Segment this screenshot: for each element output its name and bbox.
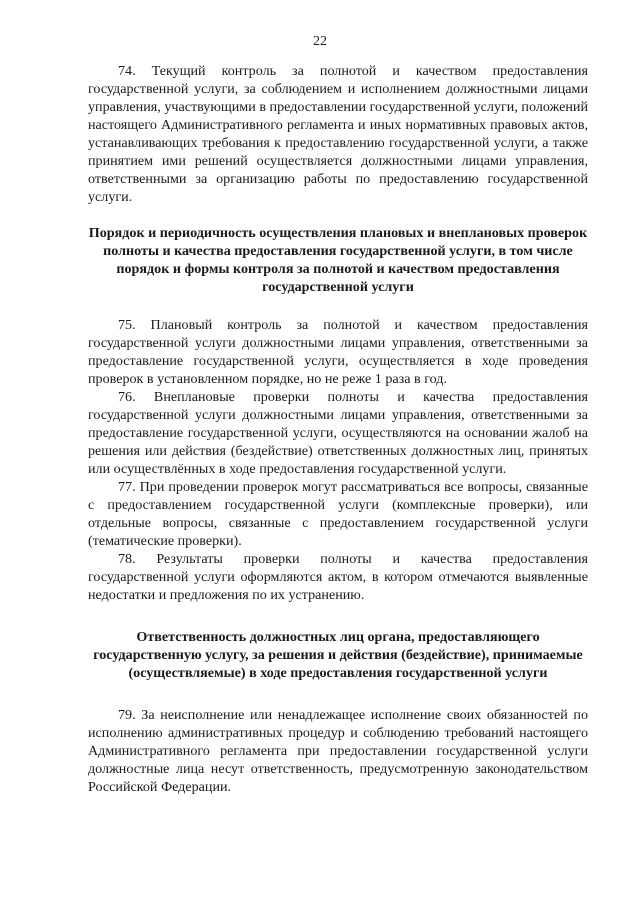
paragraph-78: 78. Результаты проверки полноты и качества предоставления государственной услуги оформляются актом, в котором отмечаются выявленные недостатки и предложения по их устранению.	[88, 551, 588, 603]
paragraph-76: 76. Внеплановые проверки полноты и качества предоставления государственной услуги должностными лицами управления, ответственными за предоставление государственной услуги, осуществляются на основании жалоб на решения или действия (бездействие) ответственных должностных лиц, принятых или осуществлённых в ходе предоставления государственной услуги.	[88, 389, 588, 477]
paragraph-75: 75. Плановый контроль за полнотой и качеством предоставления государственной услуги должностными лицами управления, ответственными за предоставление государственной услуги, осуществляется в ходе проведения проверок в установленном порядке, но не реже 1 раза в год.	[88, 317, 588, 387]
paragraph-77: 77. При проведении проверок могут рассматриваться все вопросы, связанные с предоставлением государственной услуги (комплексные проверки), или отдельные вопросы, связанные с предоставлением государственной услуги (тематические проверки).	[88, 479, 588, 549]
document-body	[88, 62, 588, 796]
section-heading-control-procedure: Порядок и периодичность осуществления плановых и внеплановых проверок полноты и качества предоставления государственной услуги, в том числе порядок и формы контроля за полнотой и качеством предоставления государственной услуги	[88, 225, 588, 295]
paragraph-74: 74. Текущий контроль за полнотой и качеством предоставления государственной услуги, за соблюдением и исполнением должностными лицами управления, участвующими в предоставлении государственной услуги, положений настоящего Административного регламента и иных нормативных правовых актов, устанавливающих требования к предоставлению государственной услуги, а также принятием ими решений осуществляется должностными лицами управления, ответственными за организацию работы по предоставлению государственной услуги.	[88, 63, 588, 205]
paragraph-79: 79. За неисполнение или ненадлежащее исполнение своих обязанностей по исполнению административных процедур и соблюдению требований настоящего Административного регламента при предоставлении государственной услуги должностные лица несут ответственность, предусмотренную законодательством Российской Федерации.	[88, 707, 588, 795]
section-heading-responsibility: Ответственность должностных лиц органа, предоставляющего государственную услугу, за решения и действия (бездействие), принимаемые (осуществляемые) в ходе предоставления государственной услуги	[93, 629, 583, 681]
page-number: 22	[313, 34, 327, 49]
